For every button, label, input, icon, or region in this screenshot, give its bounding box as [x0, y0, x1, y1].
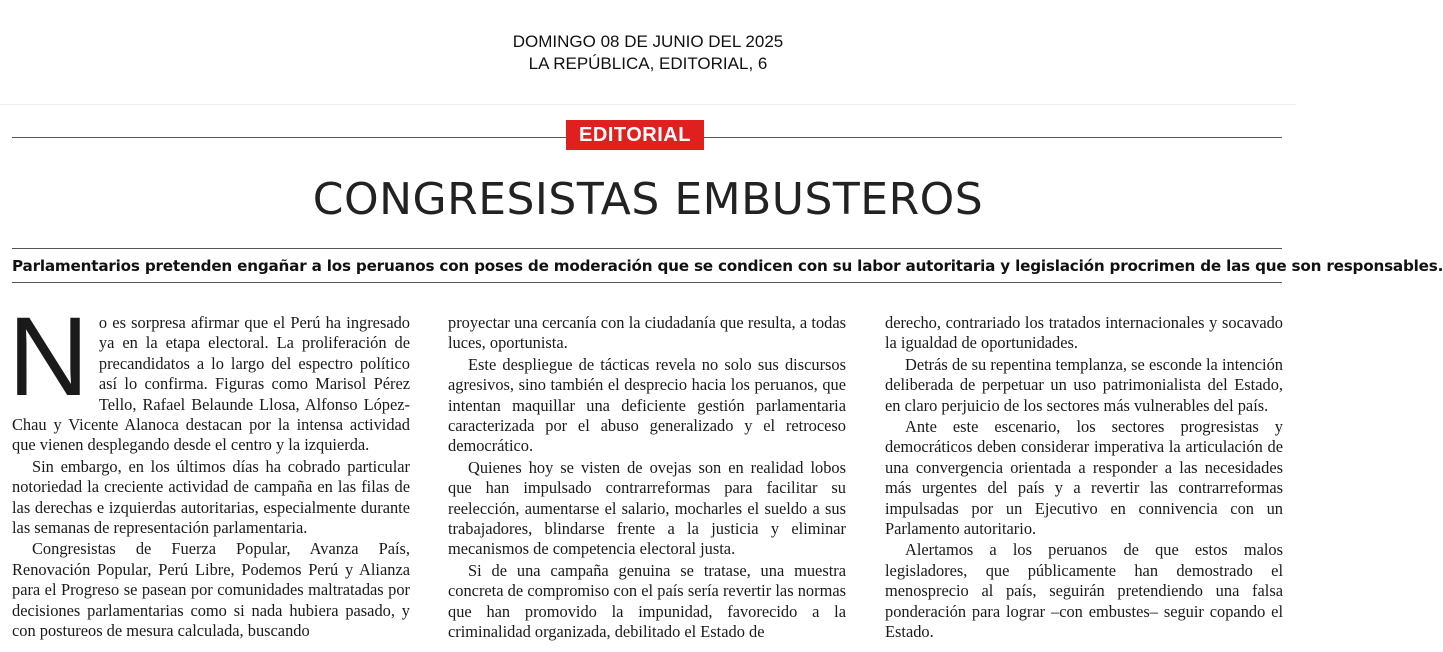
- subhead: Parlamentarios pretenden engañar a los peruanos con poses de moderación que se condicen con su labor autoritaria y legislación procrimen de las que son responsables.: [12, 257, 1443, 275]
- subhead-rule-bottom: [12, 282, 1282, 283]
- article-column-3: [885, 313, 1283, 644]
- article-paragraph: Ante este escenario, los sectores progresistas y democráticos deben considerar imperativa la articulación de una convergencia orientada a responder a las necesidades más urgentes del país y a revertir las contrarreformas impulsadas por un Ejecutivo en connivencia con un Parlamento autoritario.: [885, 417, 1283, 539]
- paragraph-text: o es sorpresa afirmar que el Perú ha ingresado ya en la etapa electoral. La proliferación de precandidatos a lo largo del espectro político así lo confirma. Figuras como Marisol Pérez Tello, Rafael Belaunde Llosa, Alfonso López-Chau y Vicente Alanoca destacan por la intensa actividad que vienen desplegando desde el centro y la izquierda.: [12, 313, 410, 455]
- article-column-2: [448, 313, 846, 644]
- dateline: [0, 31, 1296, 75]
- page-header: [0, 0, 1296, 105]
- headline: CONGRESISTAS EMBUSTEROS: [312, 174, 984, 225]
- article-paragraph: [8, 294, 410, 456]
- article-paragraph: Quienes hoy se visten de ovejas son en realidad lobos que han impulsado contrarreformas para facilitar su reelección, aumentarse el salario, mocharles el sueldo a sus trabajadores, blindarse frente a la justicia y eliminar mecanismos de competencia electoral justa.: [448, 457, 846, 559]
- dropcap: N: [8, 294, 89, 419]
- article-paragraph: proyectar una cercanía con la ciudadanía que resulta, a todas luces, oportunista.: [448, 313, 846, 353]
- source-line: LA REPÚBLICA, EDITORIAL, 6: [528, 54, 768, 73]
- article-paragraph: Si de una campaña genuina se tratase, una muestra concreta de compromiso con el país sería revertir las normas que han promovido la impunidad, favorecido a la criminalidad organizada, debilitado el Estado de: [448, 560, 846, 642]
- article-paragraph: Congresistas de Fuerza Popular, Avanza País, Renovación Popular, Perú Libre, Podemos Perú y Alianza para el Progreso se pasean por comunidades maltratadas por decisiones parlamentarias como si nada hubiera pasado, y con postureos de mesura calculada, buscando: [12, 539, 410, 641]
- article-paragraph: derecho, contrariado los tratados internacionales y socavado la igualdad de oportunidades.: [885, 313, 1283, 353]
- article-paragraph: Detrás de su repentina templanza, se esconde la intención deliberada de perpetuar un uso patrimonialista del Estado, en claro perjuicio de los sectores más vulnerables del país.: [885, 354, 1283, 415]
- article-column-1: [8, 294, 410, 643]
- date-line: DOMINGO 08 DE JUNIO DEL 2025: [512, 32, 784, 51]
- article-paragraph: Alertamos a los peruanos de que estos malos legisladores, que públicamente han demostrado el menosprecio al país, seguirán pretendiendo una falsa ponderación para lograr –con embustes– seguir copando el Estado.: [885, 540, 1283, 642]
- section-tag: EDITORIAL: [566, 120, 704, 150]
- article-paragraph: Sin embargo, en los últimos días ha cobrado particular notoriedad la creciente actividad de campaña en las filas de las derechas e izquierdas autoritarias, especialmente durante las semanas de representación parlamentaria.: [12, 456, 410, 538]
- subhead-rule-top: [12, 248, 1282, 249]
- article-paragraph: Este despliegue de tácticas revela no solo sus discursos agresivos, sino también el desprecio hacia los peruanos, que intentan maquillar una deficiente gestión parlamentaria caracterizada por el abuso generalizado y el retroceso democrático.: [448, 354, 846, 456]
